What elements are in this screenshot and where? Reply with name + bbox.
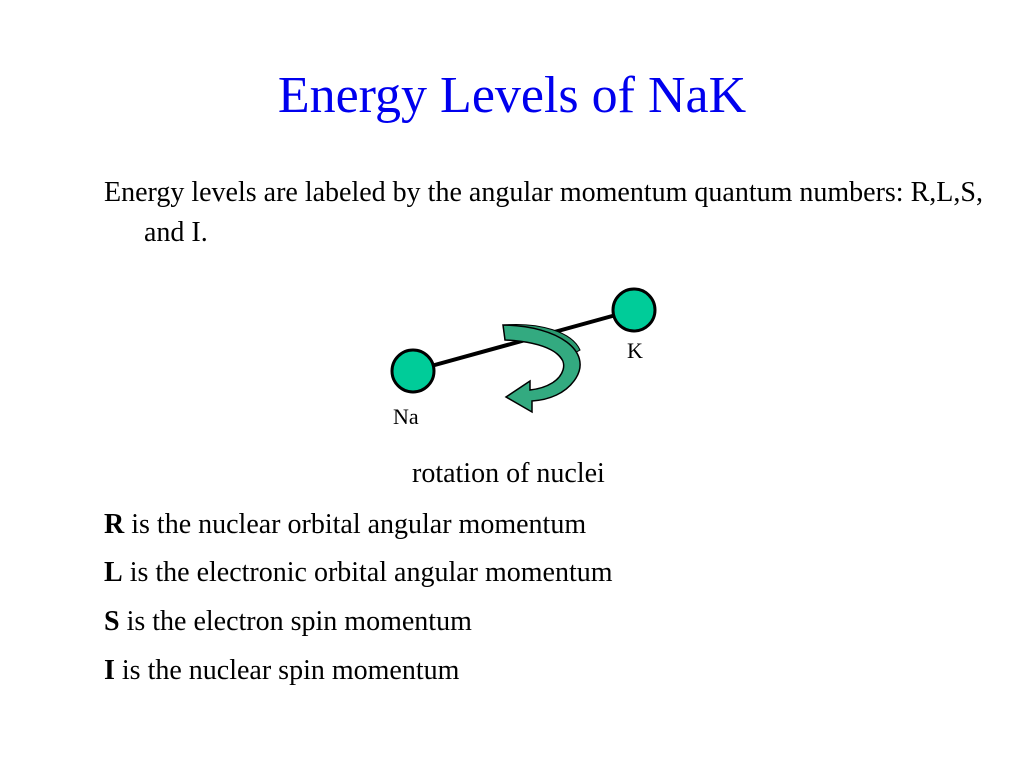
definition-s <box>104 608 472 636</box>
definition-text: is the nuclear orbital angular momentum <box>124 509 587 540</box>
definition-text: is the electron spin momentum <box>119 606 472 637</box>
definition-text: is the nuclear spin momentum <box>114 655 460 686</box>
definition-symbol: L <box>104 557 123 588</box>
slide-title: Energy Levels of NaK <box>277 67 747 124</box>
k-atom <box>613 289 655 331</box>
definition-i <box>104 657 459 685</box>
definition-text: is the electronic orbital angular momentum <box>122 557 613 588</box>
diagram-caption: rotation of nuclei <box>412 458 605 489</box>
na-atom <box>392 350 434 392</box>
definition-r <box>104 511 586 539</box>
intro-text: Energy levels are labeled by the angular momentum quantum numbers: R,L,S, and I. <box>104 177 983 248</box>
definition-symbol: I <box>104 655 115 686</box>
definition-l <box>104 559 613 587</box>
k-label: K <box>627 338 643 363</box>
na-label: Na <box>393 404 419 429</box>
definition-symbol: S <box>104 606 120 637</box>
definition-symbol: R <box>104 509 125 540</box>
